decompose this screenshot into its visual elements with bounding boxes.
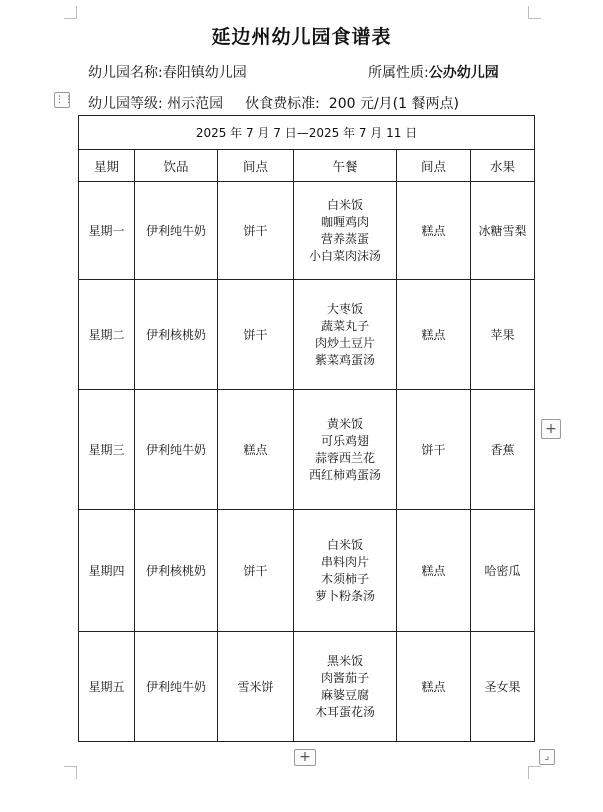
header-fruit: 水果 — [471, 150, 535, 182]
add-column-plus-icon[interactable]: + — [541, 419, 561, 439]
lunch-cell — [294, 182, 397, 280]
lunch-item: 咖喱鸡肉 — [320, 214, 369, 229]
snack2-cell: 糕点 — [397, 632, 471, 742]
lunch-item: 黑米饭 — [326, 653, 363, 668]
lunch-item: 紫菜鸡蛋汤 — [314, 352, 375, 367]
level-value: 州示范园 — [167, 96, 224, 112]
lunch-item: 营养蒸蛋 — [320, 231, 369, 246]
lunch-item: 萝卜粉条汤 — [314, 588, 375, 603]
crop-mark-bottom-left — [64, 766, 77, 779]
fee-label: 伙食费标准: — [245, 96, 320, 112]
header-snack-2: 间点 — [397, 150, 471, 182]
snack1-cell: 饼干 — [218, 182, 294, 280]
lunch-item: 西红柿鸡蛋汤 — [308, 467, 381, 482]
day-cell: 星期三 — [79, 390, 135, 510]
header-row — [79, 150, 535, 182]
snack2-cell: 饼干 — [397, 390, 471, 510]
day-cell: 星期五 — [79, 632, 135, 742]
lunch-cell — [294, 280, 397, 390]
drink-cell: 伊利纯牛奶 — [135, 632, 218, 742]
nature-value: 公办幼儿园 — [428, 65, 499, 81]
day-cell: 星期四 — [79, 510, 135, 632]
lunch-item: 木须柿子 — [320, 571, 369, 586]
table-resize-handle-icon[interactable]: ⌟ — [539, 749, 555, 765]
table-row — [79, 510, 535, 632]
page-title: 延边州幼儿园食谱表 — [211, 26, 392, 48]
table-move-handle-icon[interactable]: ⋮⋮ — [54, 92, 70, 108]
lunch-item: 白米饭 — [326, 197, 363, 212]
snack2-cell: 糕点 — [397, 182, 471, 280]
lunch-item: 木耳蛋花汤 — [314, 704, 375, 719]
table-row — [79, 182, 535, 280]
lunch-item: 黄米饭 — [326, 416, 363, 431]
header-lunch: 午餐 — [294, 150, 397, 182]
table-row — [79, 280, 535, 390]
header-snack-1: 间点 — [218, 150, 294, 182]
lunch-cell — [294, 390, 397, 510]
day-cell: 星期一 — [79, 182, 135, 280]
fruit-cell: 冰糖雪梨 — [471, 182, 535, 280]
header-drink: 饮品 — [135, 150, 218, 182]
snack1-cell: 雪米饼 — [218, 632, 294, 742]
lunch-item: 可乐鸡翅 — [320, 433, 369, 448]
date-row — [79, 116, 535, 150]
header-day: 星期 — [79, 150, 135, 182]
lunch-item: 蒜蓉西兰花 — [314, 450, 375, 465]
drink-cell: 伊利纯牛奶 — [135, 390, 218, 510]
crop-mark-top-right — [528, 6, 541, 19]
kindergarten-nature-line — [368, 62, 499, 82]
snack1-cell: 饼干 — [218, 280, 294, 390]
snack1-cell: 糕点 — [218, 390, 294, 510]
fruit-cell: 香蕉 — [471, 390, 535, 510]
fee-value: 200 元/月(1 餐两点) — [328, 96, 459, 112]
drink-cell: 伊利核桃奶 — [135, 280, 218, 390]
snack2-cell: 糕点 — [397, 510, 471, 632]
drink-cell: 伊利纯牛奶 — [135, 182, 218, 280]
fruit-cell: 圣女果 — [471, 632, 535, 742]
kindergarten-name-label: 幼儿园名称: — [88, 65, 163, 81]
level-label: 幼儿园等级: — [88, 96, 163, 112]
lunch-item: 肉炒土豆片 — [314, 335, 375, 350]
kindergarten-name-line — [88, 62, 247, 82]
fruit-cell: 哈密瓜 — [471, 510, 535, 632]
lunch-item: 麻婆豆腐 — [320, 687, 369, 702]
lunch-item: 小白菜肉沫汤 — [308, 248, 381, 263]
menu-table — [78, 115, 535, 742]
crop-mark-top-left — [64, 6, 77, 19]
day-cell: 星期二 — [79, 280, 135, 390]
table-row — [79, 390, 535, 510]
nature-label: 所属性质: — [368, 65, 429, 81]
drink-cell: 伊利核桃奶 — [135, 510, 218, 632]
table-row — [79, 632, 535, 742]
kindergarten-name-value: 春阳镇幼儿园 — [162, 65, 247, 81]
lunch-item: 蔬菜丸子 — [320, 318, 369, 333]
lunch-cell — [294, 632, 397, 742]
snack1-cell: 饼干 — [218, 510, 294, 632]
lunch-item: 肉酱茄子 — [320, 670, 369, 685]
crop-mark-bottom-right — [528, 766, 541, 779]
fruit-cell: 苹果 — [471, 280, 535, 390]
date-range: 2025 年 7 月 7 日—2025 年 7 月 11 日 — [79, 116, 535, 150]
lunch-item: 大枣饭 — [326, 301, 363, 316]
lunch-item: 白米饭 — [326, 537, 363, 552]
add-row-plus-icon[interactable]: + — [294, 749, 316, 766]
lunch-cell — [294, 510, 397, 632]
kindergarten-level-line — [88, 93, 459, 113]
snack2-cell: 糕点 — [397, 280, 471, 390]
lunch-item: 串料肉片 — [320, 554, 369, 569]
